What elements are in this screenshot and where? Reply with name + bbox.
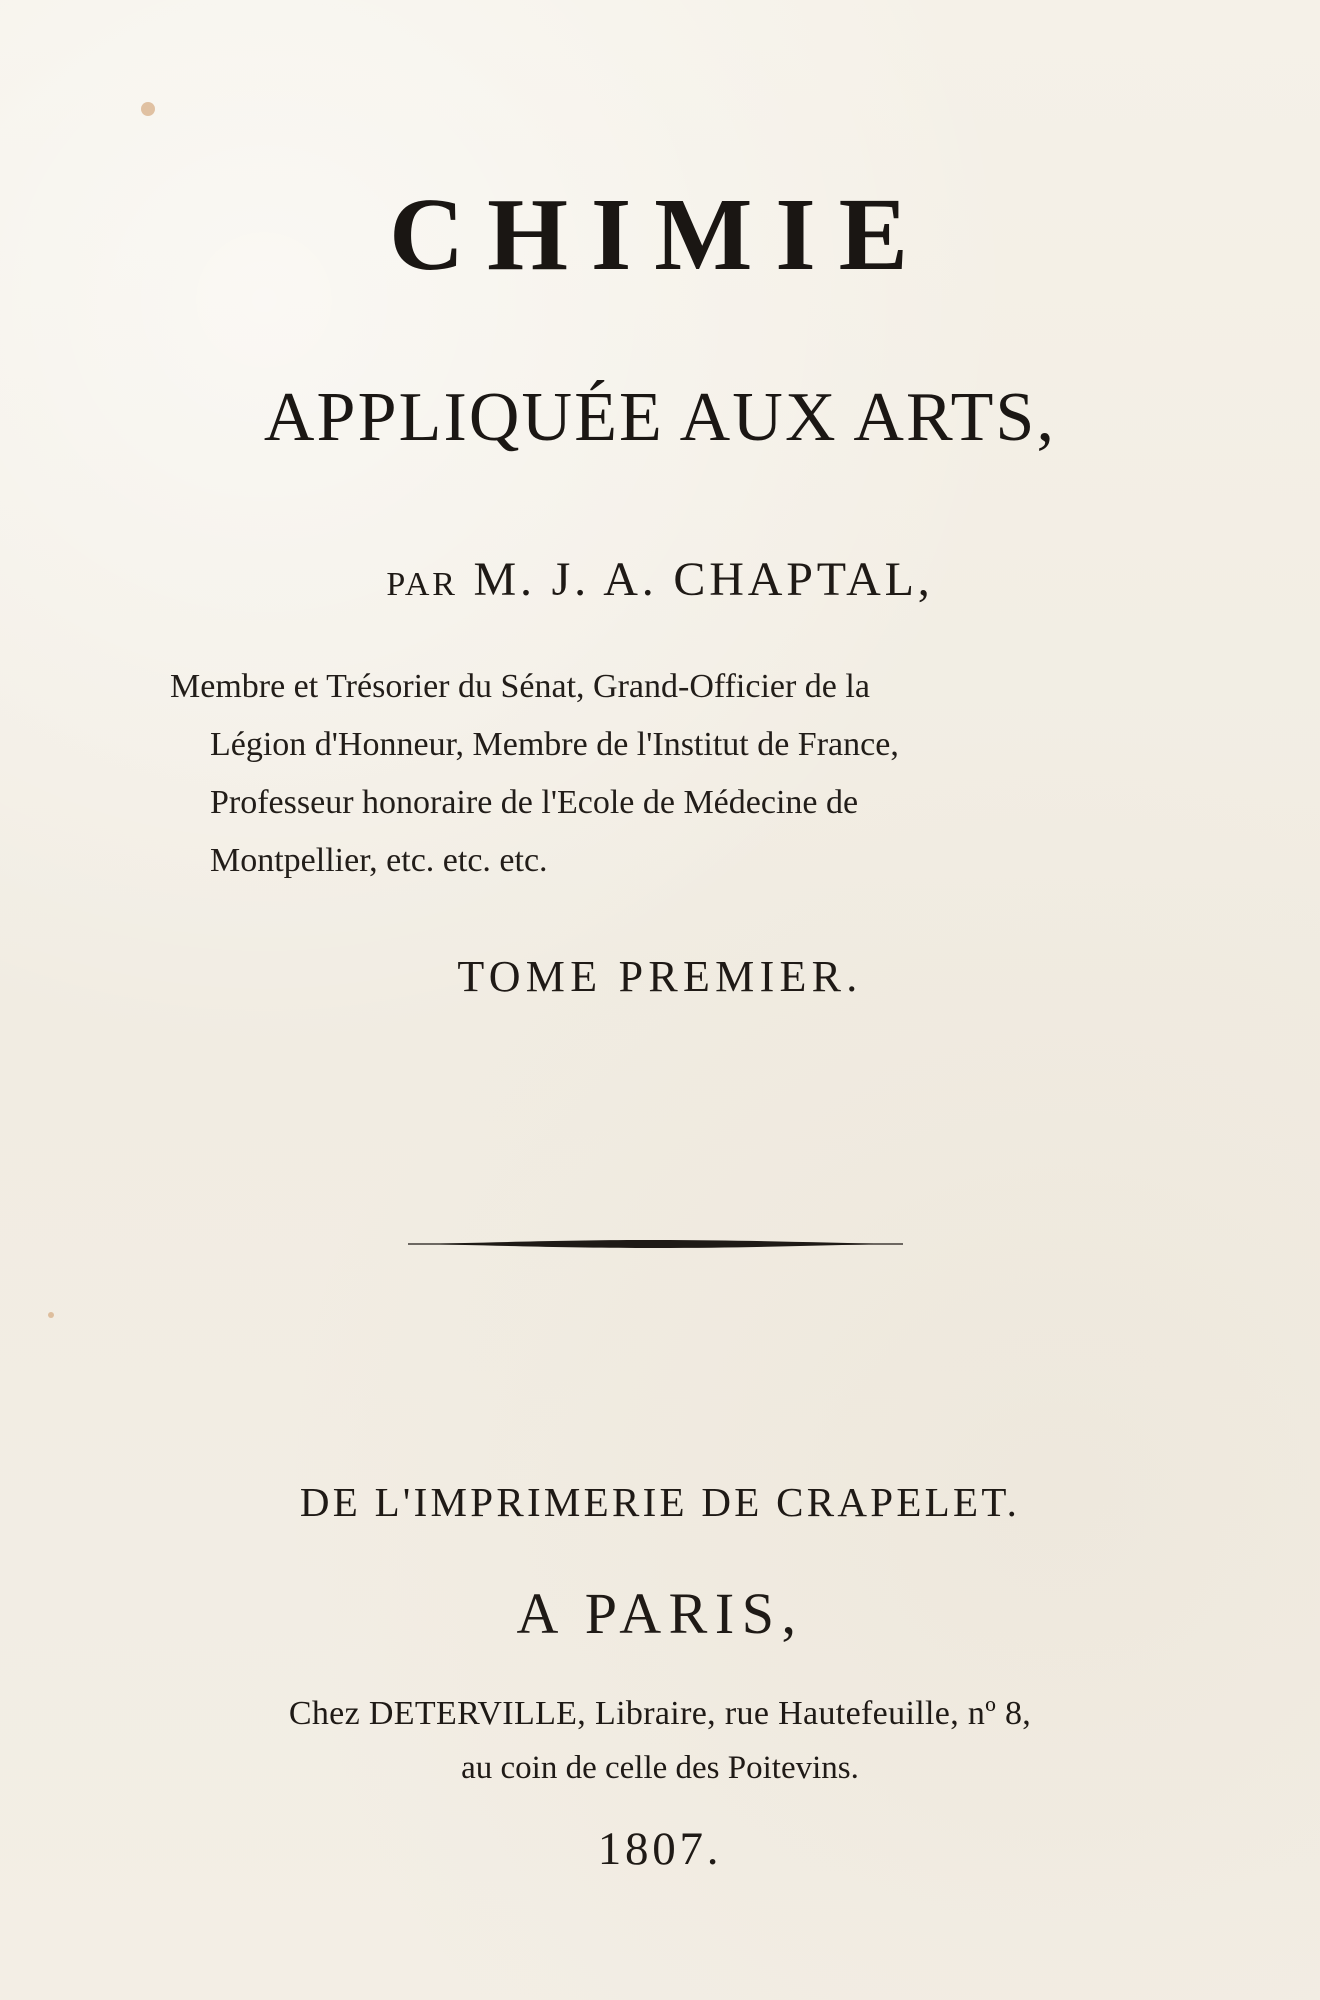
publication-year: 1807. <box>597 1823 723 1875</box>
decorative-rule <box>408 1236 903 1252</box>
volume-label: TOME PREMIER. <box>457 952 863 1001</box>
publisher-address-line-2: au coin de celle des Poitevins. <box>461 1750 859 1786</box>
credential-line-4: Montpellier, etc. etc. etc. <box>210 842 548 879</box>
credential-line-1: Membre et Trésorier du Sénat, Grand-Officier de la <box>170 668 870 705</box>
author-prefix: PAR <box>386 566 458 603</box>
foxing-spot <box>141 102 155 116</box>
publisher-address-line-1: Chez DETERVILLE, Libraire, rue Hautefeuille, nº 8, <box>288 1695 1032 1732</box>
credential-line-2: Légion d'Honneur, Membre de l'Institut de France, <box>210 726 899 763</box>
foxing-spot <box>48 1312 54 1318</box>
book-title: CHIMIE <box>389 177 931 292</box>
printer-line: DE L'IMPRIMERIE DE CRAPELET. <box>299 1479 1021 1525</box>
author-credentials <box>170 658 1102 890</box>
book-subtitle: APPLIQUÉE AUX ARTS, <box>263 379 1057 456</box>
publication-city: A PARIS, <box>516 1581 804 1646</box>
credential-line-3: Professeur honoraire de l'Ecole de Médecine de <box>210 784 859 821</box>
author-name: M. J. A. CHAPTAL, <box>473 553 934 606</box>
author-line <box>0 553 1320 606</box>
